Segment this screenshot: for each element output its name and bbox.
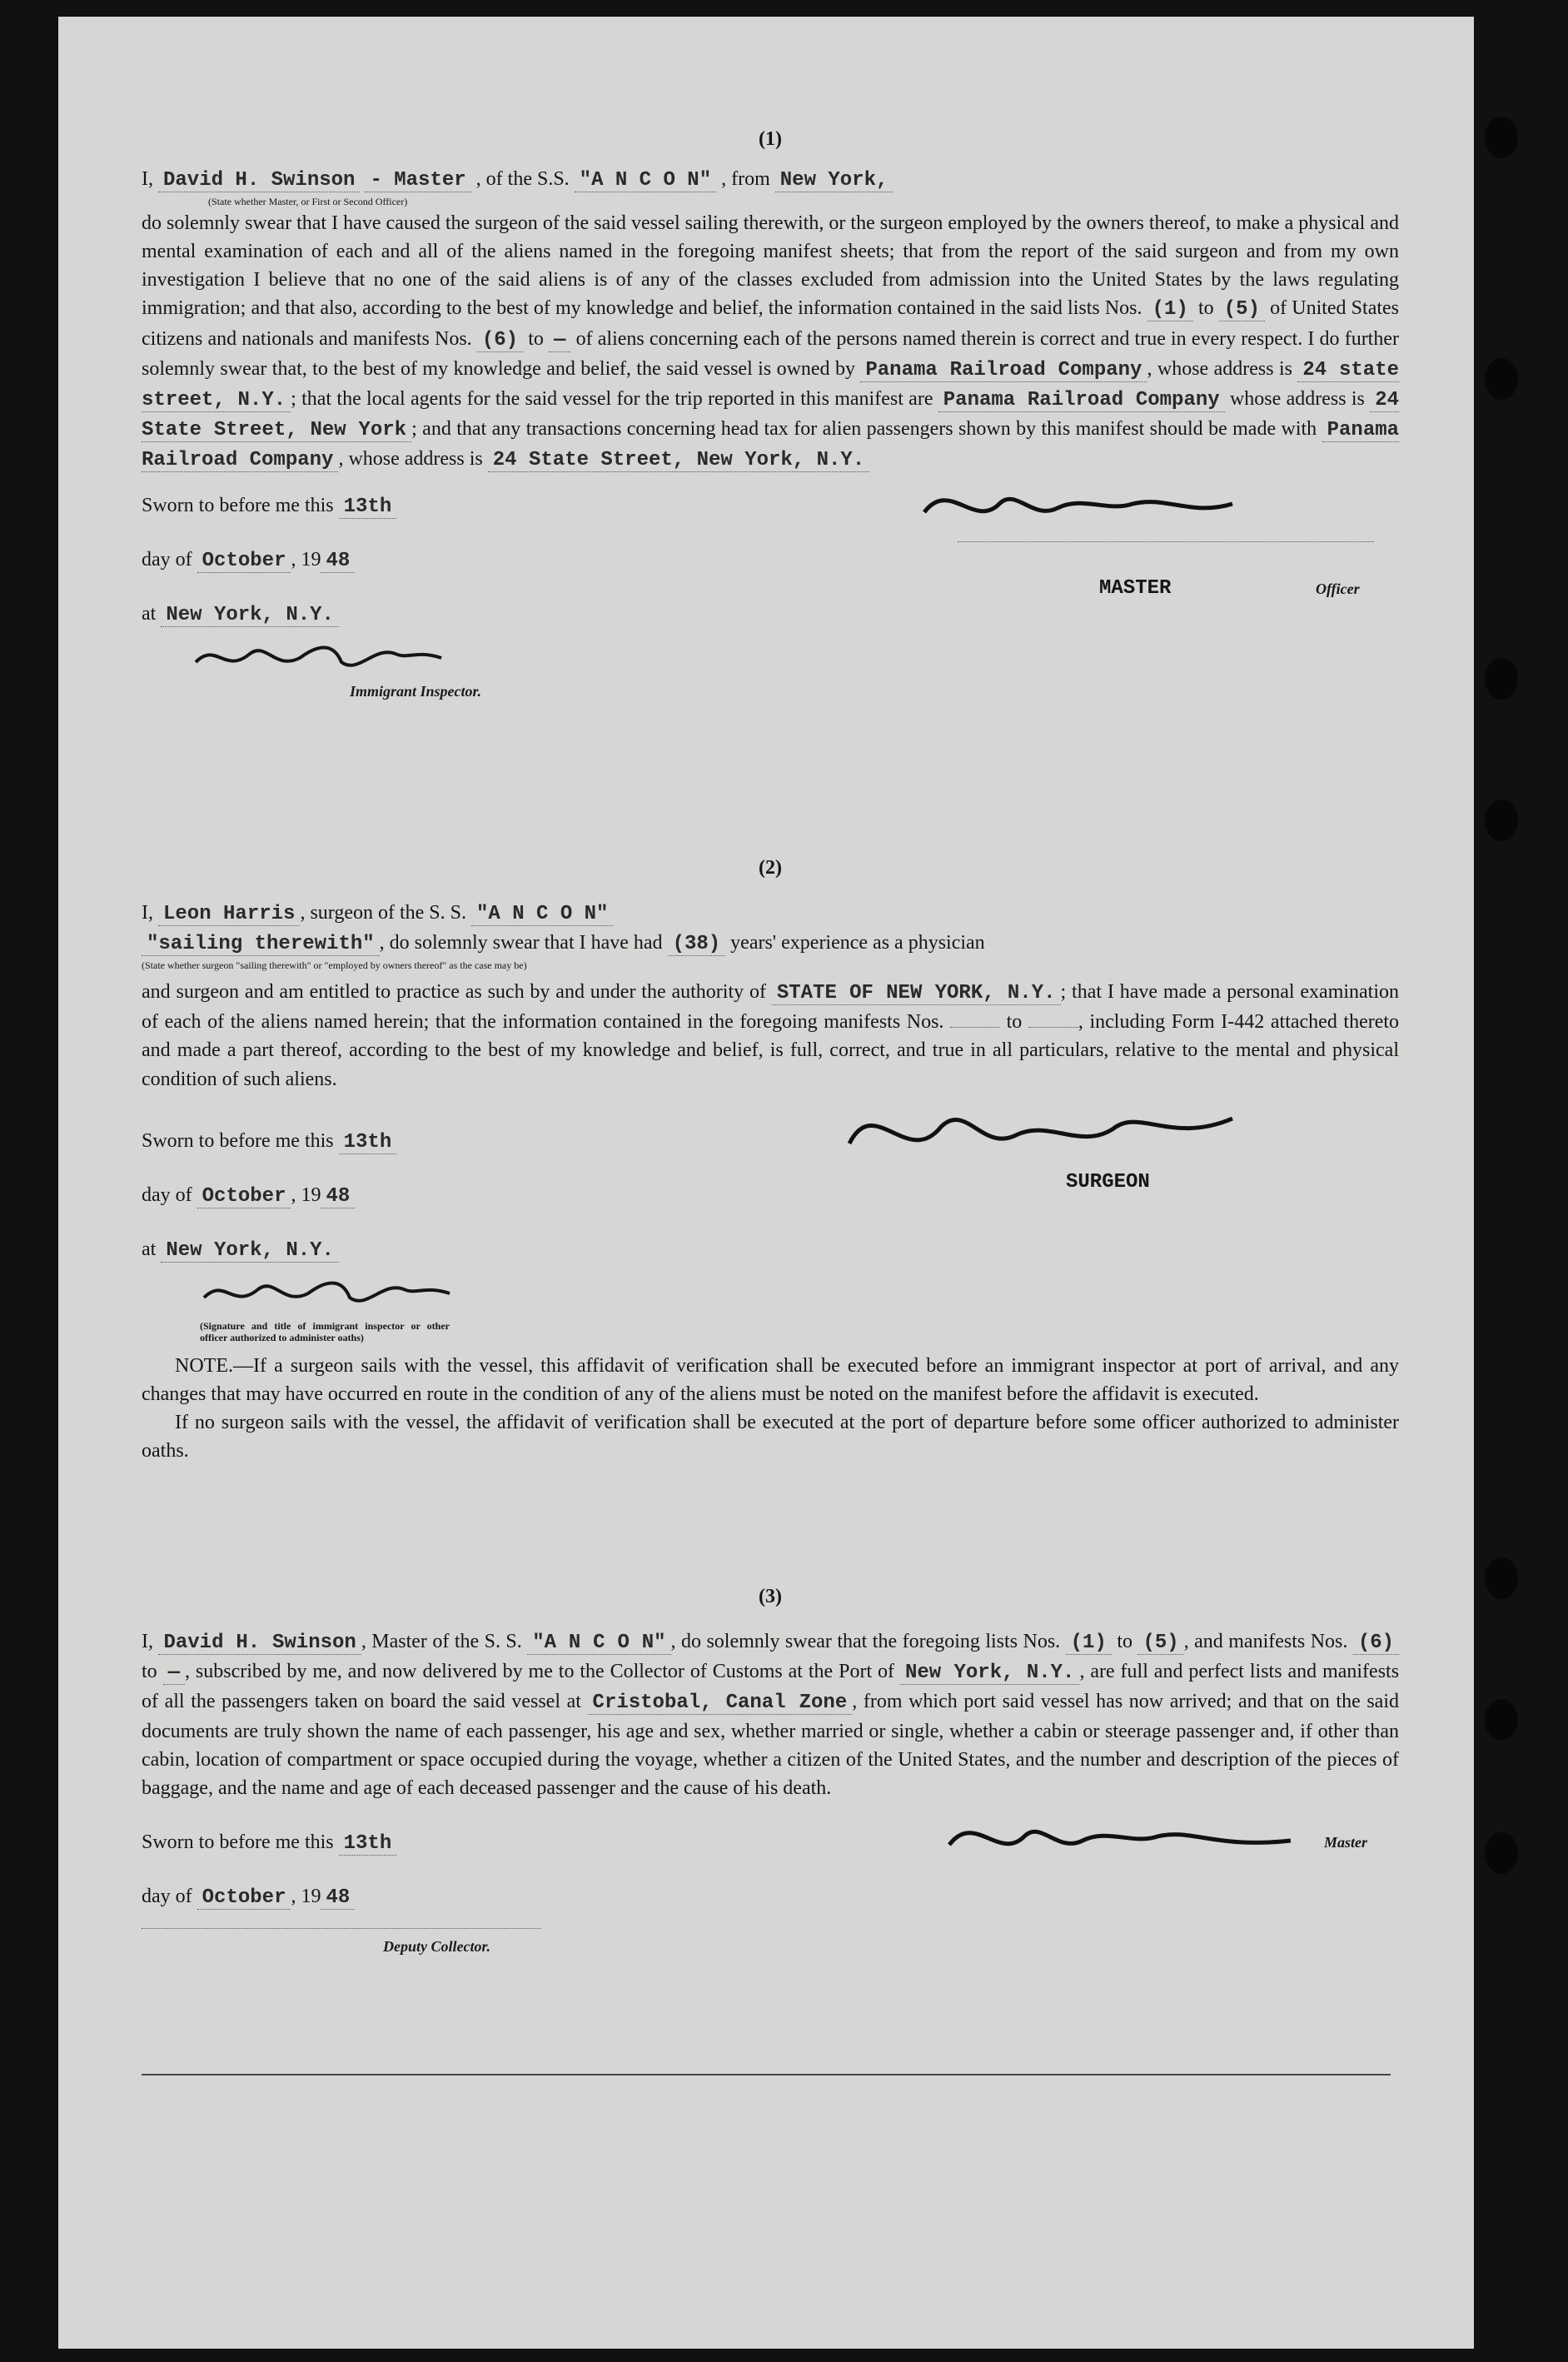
ship-name: "A N C O N" xyxy=(527,1632,670,1655)
punch-hole xyxy=(1485,1699,1518,1741)
subscribed: , subscribed by me, and now xyxy=(185,1661,417,1683)
month: October xyxy=(197,1886,291,1910)
solemnly: , do solemnly xyxy=(670,1631,780,1653)
body-text: that I have made a personal examination of each of the aliens named herein; that the information contained in the foregoing manifests Nos. xyxy=(142,981,1400,1034)
origin: Cristobal, Canal Zone xyxy=(588,1692,853,1715)
year-prefix: , 19 xyxy=(291,1885,321,1907)
surgeon-signature xyxy=(841,1094,1274,1177)
surgeon-name: Leon Harris xyxy=(158,903,300,926)
tax-address: 24 State Street, New York, N.Y. xyxy=(488,449,869,472)
sworn-day: 13th xyxy=(339,496,397,519)
master-signature xyxy=(941,1811,1341,1861)
day-label: day of xyxy=(142,1885,192,1907)
at-label: at xyxy=(142,1238,157,1260)
authority-text: and surgeon and am entitled to practice as such by and under the authority of xyxy=(142,981,766,1004)
body-text-1: do solemnly swear that I have caused the surgeon of the said vessel sailing therewith, or the surgeon employed by the owners thereof, to make a physical and mental examination of each and all of the aliens named in the foregoing manifest sheets; that from the report of the said surgeon and from my own investigation I believe that no one of the said aliens is of any of the classes excluded from admission into the United States by the laws regulating immigration; and that also, according to the best of my knowledge and belief, the information contained in the said lists Nos. xyxy=(142,212,1399,320)
bottom-rule xyxy=(142,2074,1391,2075)
note-2: If no surgeon sails with the vessel, the affidavit of verification shall be executed at the port of departure before some officer authorized to administer oaths. xyxy=(142,1411,1399,1462)
inspector-caption: Immigrant Inspector. xyxy=(350,682,482,700)
month: October xyxy=(197,550,291,573)
swear-text: swear that the foregoing lists Nos. xyxy=(784,1631,1061,1653)
master-of: , Master of the S. S. xyxy=(361,1631,522,1653)
year-prefix: , 19 xyxy=(291,548,321,571)
lists-from: (1) xyxy=(1066,1632,1112,1655)
body-text-2: of United States citizens and nationals and manifests Nos. xyxy=(142,297,1400,350)
manifests-text: manifests of all the passengers taken on board the said vessel at xyxy=(142,1661,1400,1713)
owner-address: 24 state street, N.Y. xyxy=(142,358,1400,411)
day-label: day of xyxy=(142,1183,192,1206)
punch-hole xyxy=(1485,1557,1518,1599)
ship-name: "A N C O N" xyxy=(471,903,613,926)
sworn-day: 13th xyxy=(339,1131,397,1154)
sworn-label: Sworn to before me this xyxy=(142,1129,334,1152)
owner-address-label: , whose address is xyxy=(1147,357,1292,380)
punch-hole xyxy=(1485,800,1518,841)
manifests-label: , and manifests Nos. xyxy=(1183,1631,1348,1653)
punch-hole xyxy=(1485,117,1518,158)
year-prefix: , 19 xyxy=(291,1183,321,1206)
officer-word: Officer xyxy=(1316,580,1360,597)
lists-from: (1) xyxy=(1147,298,1193,321)
year: 48 xyxy=(321,1886,355,1910)
manifests-from: (6) xyxy=(1353,1632,1399,1655)
agents-address: 24 State Street, New York xyxy=(142,388,1400,441)
punch-hole xyxy=(1485,1832,1518,1874)
lists-to-label: to xyxy=(1117,1631,1132,1653)
years-text: years' experience as a physician xyxy=(730,932,985,954)
officer-signature xyxy=(200,1268,466,1318)
manifests-from: (6) xyxy=(477,329,523,352)
at-label: at xyxy=(142,602,157,625)
place: New York, N.Y. xyxy=(161,604,339,627)
master-name: David H. Swinson xyxy=(158,169,360,192)
section-number: (2) xyxy=(759,857,782,879)
agents-address-label: whose address is xyxy=(1229,387,1365,410)
agents-text: ; that the local agents for the said vessel for the trip reported in this manifest are xyxy=(291,387,933,410)
section-number: (3) xyxy=(759,1586,782,1607)
sworn-label: Sworn to before me this xyxy=(142,494,334,516)
from-port: New York, xyxy=(775,169,894,192)
delivered-text: delivered by me to the Collector of Customs at the Port of xyxy=(422,1661,895,1683)
lists-to: (5) xyxy=(1219,298,1265,321)
punch-hole xyxy=(1485,358,1518,400)
inspector-signature xyxy=(192,633,458,683)
body-text-2: , including Form I-442 attached thereto and made a part thereof, according to the best of my knowledge and belief, is full, correct, and true in all particulars, relative to the mental and physical condition of such aliens. xyxy=(142,1011,1400,1090)
surgeon-of: surgeon of the S. S. xyxy=(310,902,466,924)
sworn-day: 13th xyxy=(339,1832,397,1856)
years-experience: (38) xyxy=(668,933,726,956)
master-word: Master xyxy=(1324,1833,1368,1851)
surgeon-title: SURGEON xyxy=(1066,1170,1150,1193)
section-number: (1) xyxy=(759,128,782,150)
master-title: MASTER xyxy=(1099,576,1172,600)
from-which: , from which xyxy=(852,1691,958,1713)
body-text: port said vessel has now arrived; and that on the said documents are truly shown the name of each passenger, his age and sex, whether married or single, whether a cabin or steerage passenger and, if other than cabin, location of compartment or space occupied during the voyage, whether a citizen of the United States, and the number and description of the pieces of baggage, and the name and age of each deceased passenger and the cause of his death. xyxy=(142,1691,1399,1800)
punch-hole xyxy=(1485,658,1518,700)
manifests-to-label: to xyxy=(1006,1011,1023,1034)
year: 48 xyxy=(321,550,355,573)
swear-text: , do solemnly swear that I have had xyxy=(379,932,663,954)
master-signature xyxy=(916,479,1266,537)
status-caption: (State whether surgeon "sailing therewith" or "employed by owners thereof" as the case may be) xyxy=(142,959,527,972)
note-label: NOTE. xyxy=(175,1354,233,1377)
month: October xyxy=(197,1185,291,1208)
manifests-to: — xyxy=(163,1662,185,1685)
section-2: (2) I, Leon Harris , surgeon of the S. S. "A N C O N" "sailing therewith" , do solemnly swear that I have had (38) years' experience as a physician (State whether surgeon "sailing therewith" or "employed by owners thereof" as the case may be) and surgeon and am entitled to practice as such by and under the authority of STATE OF NEW YORK, N.Y. ; that I have made a personal examination of each of the aliens named herein; that the information contained in the foregoing manifests Nos. to , including Form I-442 attached thereto and made a part thereof, according to the best of my knowledge and belief, is full, correct, and true in all particulars, relative to the mental and physical condition of such aliens. Sworn to before me this 13th day of October , 19 48 at New York, N.Y. (Signature and title of immigrant inspector or other officer authorized to administer oaths) SURGEON NOTE.—If a surgeon sails with the vessel, this affidavit of verification shall be executed before an immigrant inspector at port of arrival, and any changes that may have occurred en route in the condition of any of the aliens must be noted on the manifest before the affidavit is executed. If no surgeon sails with the vessel, the affidavit of verification shall be executed at the port of departure before some officer authorized to administer oaths. xyxy=(142,854,1399,1465)
body-text-3: of aliens concerning each of the persons named therein is correct and true in every respect. I do further solemnly swear that, to the best of my knowledge and belief, the said vessel is owned by xyxy=(142,327,1399,380)
authority: STATE OF NEW YORK, N.Y. xyxy=(772,982,1061,1005)
section-3: (3) I, David H. Swinson , Master of the S. S. "A N C O N" , do solemnly swear that the foregoing lists Nos. (1) to (5) , and manifests Nos. (6) to — , subscribed by me, and now delivered by me to the Collector of Customs at the Port of New York, N.Y. , are full and perfect lists and manifests of all the passengers taken on board the said vessel at Cristobal, Canal Zone , from which port said vessel has now arrived; and that on the said documents are truly shown the name of each passenger, his age and sex, whether married or single, whether a cabin or steerage passenger and, if other than cabin, location of compartment or space occupied during the voyage, whether a citizen of the United States, and the number and description of the pieces of baggage, and the name and age of each deceased passenger and the cause of his death. Sworn to before me this 13th day of October , 19 48 Deputy Collector. Master xyxy=(142,1582,1399,1986)
day-label: day of xyxy=(142,548,192,571)
tax-text: ; and that any transactions concerning head tax for alien passengers shown by this manifest should be made with xyxy=(411,417,1317,440)
agents: Panama Railroad Company xyxy=(938,389,1225,412)
port: New York, N.Y. xyxy=(900,1662,1079,1685)
note-1: —If a surgeon sails with the vessel, this affidavit of verification shall be executed before an immigrant inspector at port of arrival, and any changes that may have occurred en route in the condition of any of the aliens must be noted on the manifest before the affidavit is executed. xyxy=(142,1354,1399,1405)
lists-to: (5) xyxy=(1137,1632,1183,1655)
tax-party: Panama Railroad Company xyxy=(142,418,1400,471)
owner: Panama Railroad Company xyxy=(860,359,1147,382)
section-1: (1) I, David H. Swinson - Master , of the S.S. "A N C O N" , from New York, (State whether Master, or First or Second Officer) do solemnly swear that I have caused the surgeon of the said vessel sailing therewith, or the surgeon employed by the owners thereof, to make a physical and mental examination of each and all of the aliens named in the foregoing manifest sheets; that from the report of the said surgeon and from my own investigation I believe that no one of the said aliens is of any of the classes excluded from admission into the United States by the laws regulating immigration; and that also, according to the best of my knowledge and belief, the information contained in the said lists Nos. (1) to (5) of United States citizens and nationals and manifests Nos. (6) to — of aliens concerning each of the persons named therein is correct and true in every respect. I do further solemnly swear that, to the best of my knowledge and belief, the said vessel is owned by Panama Railroad Company , whose address is 24 state street, N.Y. ; that the local agents for the said vessel for the trip reported in this manifest are Panama Railroad Company whose address is 24 State Street, New York ; and that any transactions concerning head tax for alien passengers shown by this manifest should be made with Panama Railroad Company , whose address is 24 State Street, New York, N.Y. Sworn to before me this 13th day of October , 19 48 at New York, N.Y. Immigrant Inspector. MASTER Officer xyxy=(142,125,1399,700)
full-text: , are full and perfect lists and xyxy=(1079,1661,1317,1683)
tax-address-label: , whose address is xyxy=(338,447,483,470)
officer-caption: (Signature and title of immigrant inspector or other officer authorized to administer oaths) xyxy=(200,1319,450,1343)
collector-caption: Deputy Collector. xyxy=(383,1937,490,1955)
sworn-label: Sworn to before me this xyxy=(142,1831,334,1853)
year: 48 xyxy=(321,1185,355,1208)
rank-caption: (State whether Master, or First or Second Officer) xyxy=(208,196,408,208)
manifests-to: — xyxy=(549,329,570,352)
surgeon-status: "sailing therewith" xyxy=(142,933,380,956)
place: New York, N.Y. xyxy=(161,1239,339,1263)
ship-name: "A N C O N" xyxy=(575,169,716,192)
master-rank: - Master xyxy=(365,169,470,192)
master-name: David H. Swinson xyxy=(158,1632,361,1655)
